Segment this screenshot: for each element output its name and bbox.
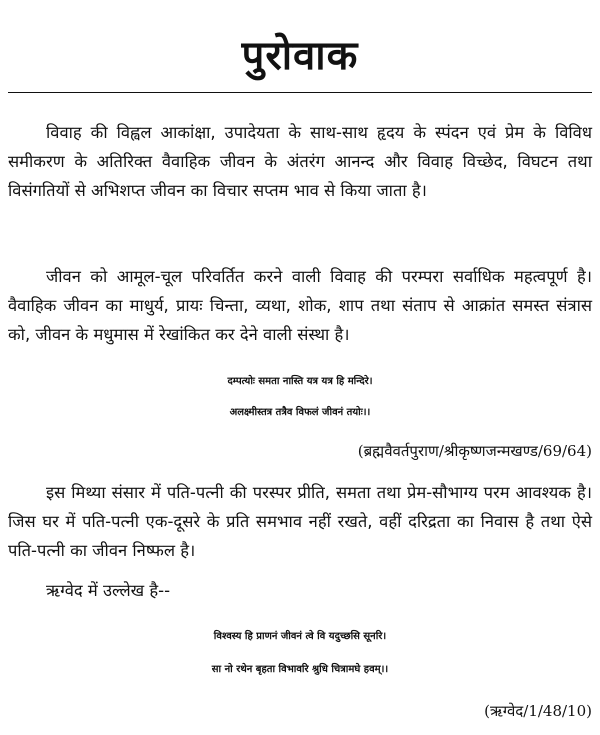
- paragraph-1: विवाह की विह्वल आकांक्षा, उपादेयता के साथ-साथ हृदय के स्पंदन एवं प्रेम के विविध समीकरण के अतिरिक्त वैवाहिक जीवन के अंतरंग आनन्द और विवाह विच्छेद, विघटन तथा विसंगतियों से अभिशप्त जीवन का विचार सप्तम भाव से किया जाता है।: [8, 123, 592, 200]
- page-title: पुरोवाक: [241, 33, 359, 79]
- verse-1: [8, 366, 592, 428]
- verse-2: [8, 620, 592, 686]
- paragraph-2: जीवन को आमूल-चूल परिवर्तित करने वाली विवाह की परम्परा सर्वाधिक महत्वपूर्ण है। वैवाहिक जीवन का माधुर्य, प्रायः चिन्ता, व्यथा, शोक, शाप तथा संताप से आक्रांत समस्त संत्रास को, जीवन के मधुमास में रेखांकित कर देने वाली संस्था है।: [8, 267, 592, 344]
- verse-2-line-1: विश्वस्य हि प्राणनं जीवनं त्वे वि यदुच्छसि सूनरि।: [213, 631, 387, 642]
- rigveda-intro: ऋग्वेद में उल्लेख है--: [46, 581, 171, 600]
- verse-1-line-2: अलक्ष्मीस्तत्र तत्रैव विफलं जीवनं तयोः।।: [229, 407, 371, 418]
- paragraph-3: इस मिथ्या संसार में पति-पत्नी की परस्पर प्रीति, समता तथा प्रेम-सौभाग्य परम आवश्यक है। जिस घर में पति-पत्नी एक-दूसरे के प्रति समभाव नहीं रखते, वहीं दरिद्रता का निवास है तथा ऐसे पति-पत्नी का जीवन निष्फल है।: [8, 483, 592, 560]
- title-divider: [8, 92, 592, 93]
- verse-2-source: (ऋग्वेद/1/48/10): [484, 702, 592, 720]
- verse-1-source: (ब्रह्मवैवर्तपुराण/श्रीकृष्णजन्मखण्ड/69/64): [357, 442, 592, 460]
- page: [8, 0, 592, 735]
- verse-2-line-2: सा नो रथेन बृहता विभावरि श्रुधि चित्रामघे हवम्।।: [211, 664, 389, 675]
- verse-1-line-1: दम्पत्योः समता नास्ति यत्र यत्र हि मन्दिरे।: [227, 376, 373, 387]
